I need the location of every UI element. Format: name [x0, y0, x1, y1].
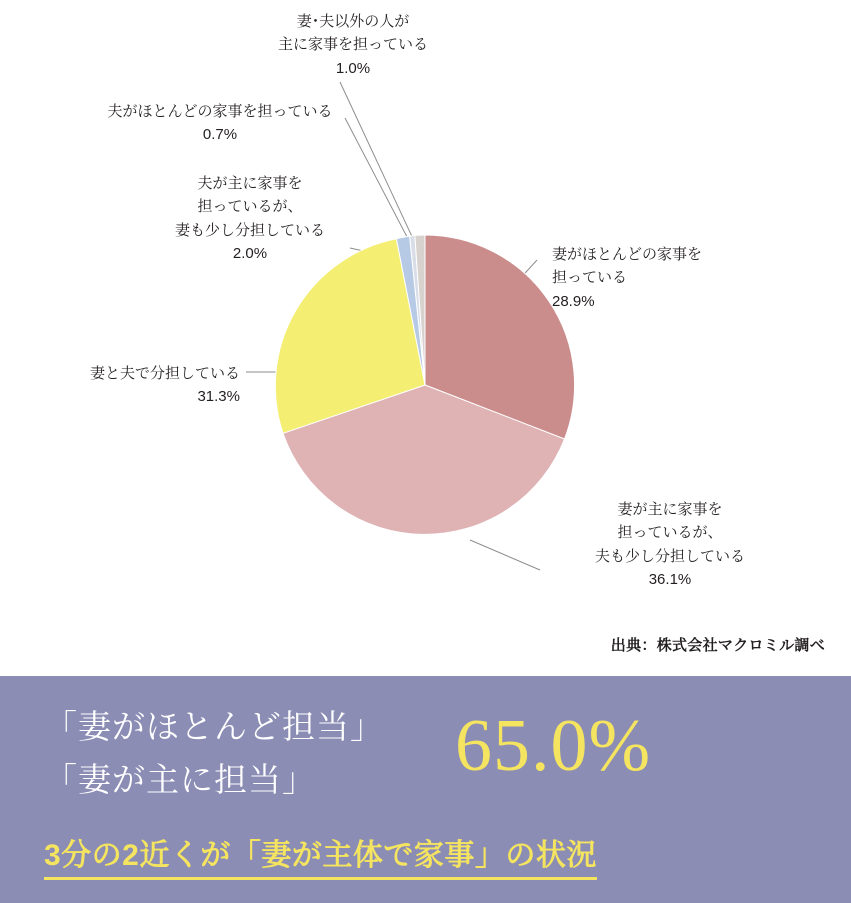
label-husband-main-line2: 担っているが、	[197, 198, 303, 216]
banner-conclusion: 3分の2近くが「妻が主体で家事」の状況	[44, 830, 597, 880]
label-other-line1: 妻･夫以外の人が	[296, 13, 410, 30]
pie-slices	[275, 235, 574, 534]
label-wife-main-line2: 担っているが、	[617, 524, 723, 542]
label-husband-most	[100, 100, 340, 147]
label-husband-main-line3: 妻も少し分担している	[174, 221, 325, 239]
label-wife-most-line1: 妻がほとんどの家事を	[552, 246, 703, 263]
label-shared-value: 31.3%	[197, 388, 240, 406]
summary-banner	[0, 676, 851, 903]
label-other-value: 1.0%	[335, 59, 371, 77]
label-wife-main	[540, 498, 800, 591]
label-husband-most-value: 0.7%	[202, 126, 238, 144]
banner-percent: 65.0%	[455, 705, 652, 787]
label-other-line2: 主に家事を担っている	[277, 36, 428, 54]
banner-line1: 「妻がほとんど担当」	[44, 710, 384, 746]
banner-line2: 「妻が主に担当」	[44, 763, 316, 800]
label-wife-most-value: 28.9%	[552, 292, 595, 310]
label-husband-main-line1: 夫が主に家事を	[197, 175, 303, 192]
label-wife-main-line1: 妻が主に家事を	[617, 501, 723, 518]
label-wife-most-line2: 担っている	[552, 269, 628, 287]
source-credit: 出典：株式会社マクロミル調べ	[610, 637, 825, 654]
label-wife-main-line3: 夫も少し分担している	[594, 547, 745, 565]
label-wife-main-value: 36.1%	[648, 570, 692, 588]
label-shared	[40, 362, 240, 409]
label-other	[238, 10, 468, 80]
label-shared-line1: 妻と夫で分担している	[89, 365, 240, 382]
label-husband-most-line1: 夫がほとんどの家事を担っている	[107, 103, 333, 120]
label-husband-main-value: 2.0%	[232, 244, 268, 262]
banner-categories	[44, 702, 384, 809]
label-husband-main	[150, 172, 350, 265]
label-wife-most	[552, 243, 792, 313]
